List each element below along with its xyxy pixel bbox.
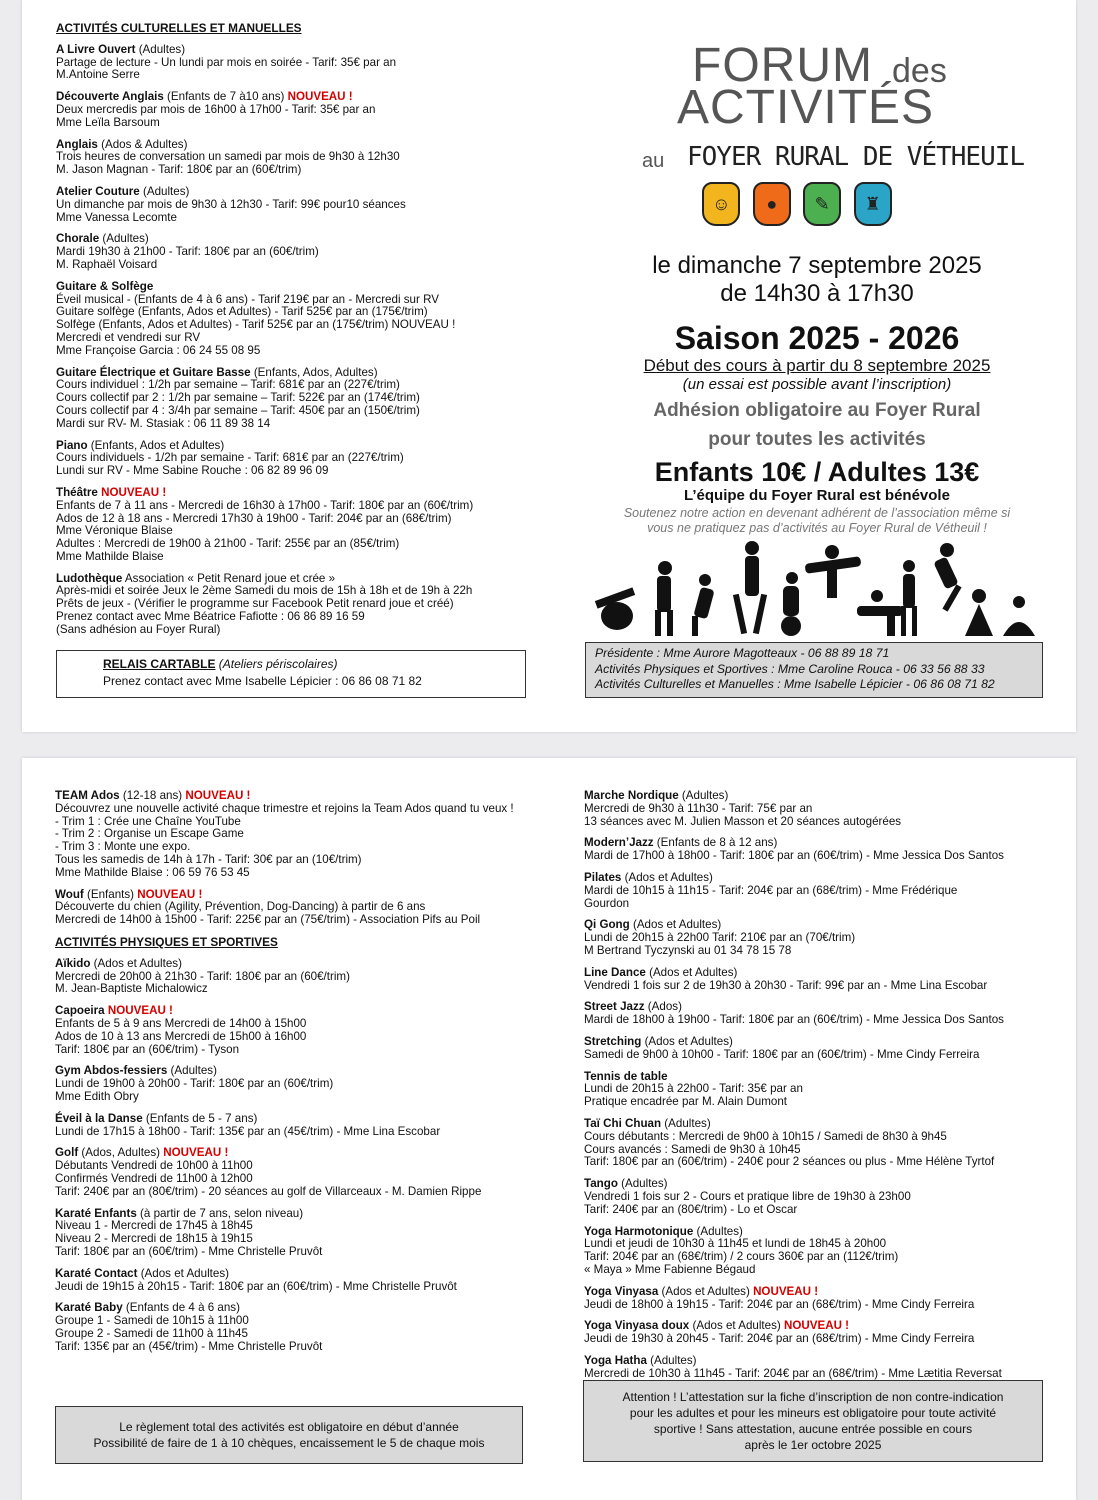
activity-heading: [55, 1268, 555, 1281]
activity-detail-line: Tarif: 204€ par an (68€/trim) / 2 cours 360€ par an (112€/trim): [584, 1250, 899, 1264]
activity-title: Line Dance: [584, 965, 646, 979]
activity-detail-line: Tarif: 180€ par an (60€/trim) - Mme Christelle Pruvôt: [55, 1244, 323, 1258]
activity-title: Gym Abdos-fessiers: [55, 1064, 168, 1078]
activity-audience: (Enfants, Ados, Adultes): [250, 365, 378, 379]
activity-title: Chorale: [56, 232, 100, 246]
activity-title: Éveil à la Danse: [55, 1111, 143, 1125]
contact-sport: Activités Physiques et Sportives : Mme Caroline Rouca - 06 33 56 88 33: [595, 661, 985, 676]
activity-title: Guitare Électrique et Guitare Basse: [56, 365, 251, 379]
activity-audience: (Adultes): [693, 1224, 743, 1238]
activity-detail-line: Jeudi de 19h15 à 20h15 - Tarif: 180€ par an (60€/trim) - Mme Christelle Pruvôt: [55, 1279, 457, 1293]
activity-detail-line: Lundi de 20h15 à 22h00 Tarif: 210€ par an (70€/trim): [584, 931, 856, 945]
activity-title: Karaté Enfants: [55, 1206, 137, 1220]
activity-heading: [56, 44, 526, 57]
activity-block: [584, 967, 1059, 993]
new-badge: NOUVEAU !: [287, 90, 353, 104]
forum-word: FORUM: [692, 39, 873, 92]
essai-note: (un essai est possible avant l’inscription): [682, 376, 952, 393]
activity-audience: (Ados, Adultes): [78, 1146, 164, 1160]
activity-detail-line: 13 séances avec M. Julien Masson et 20 séances autogérées: [584, 814, 902, 828]
activity-detail-line: Après-midi et soirée Jeux le 2ème Samedi du mois de 15h à 18h et de 19h à 22h: [56, 584, 473, 598]
activity-detail-line: Prenez contact avec Mme Béatrice Fafiotte : 06 86 89 16 59: [56, 610, 365, 624]
activity-title: Atelier Couture: [56, 184, 140, 198]
activity-block: [56, 367, 526, 431]
activity-detail-line: Découvrez une nouvelle activité chaque trimestre et rejoins la Team Ados quand tu veux !: [55, 801, 514, 815]
activity-audience: (Adultes): [661, 1116, 711, 1130]
relais-contact: Prenez contact avec Mme Isabelle Lépicier : 06 86 08 71 82: [103, 674, 422, 688]
activity-title: Wouf: [55, 887, 84, 901]
foyer-name: FOYER RURAL DE VÉTHEUIL: [687, 142, 1025, 172]
activity-title: Découverte Anglais: [56, 90, 164, 104]
activity-detail-line: Découverte du chien (Agility, Prévention, Dog-Dancing) à partir de 6 ans: [55, 900, 426, 914]
activity-detail-line: Prêts de jeux - (Vérifier le programme sur Facebook Petit renard joue et créé): [56, 597, 454, 611]
activity-list: [55, 958, 555, 1354]
des-word: des: [892, 52, 947, 90]
page2-right-column: [584, 790, 1059, 1389]
activity-detail-line: Tarif: 180€ par an (60€/trim) - Tyson: [55, 1042, 240, 1056]
activity-detail-line: Mercredi de 9h30 à 11h30 - Tarif: 75€ par an: [584, 801, 813, 815]
activity-detail-line: Mercredi et vendredi sur RV: [56, 330, 201, 344]
activity-audience: (Ados et Adultes): [621, 870, 713, 884]
activity-detail-line: Cours individuel : 1/2h par semaine – Tarif: 681€ par an (227€/trim): [56, 378, 400, 392]
activity-audience: (Enfants de 7 à10 ans): [163, 90, 288, 104]
foyer-line: [582, 138, 1052, 178]
ping-pong-icon: ●: [753, 182, 791, 226]
activity-title: Taï Chi Chuan: [584, 1116, 662, 1130]
activity-heading: [55, 790, 555, 803]
activity-title: Ludothèque: [56, 571, 123, 585]
activity-detail-line: Tarif: 240€ par an (80€/trim) - 20 séances au golf de Villarceaux - M. Damien Rippe: [55, 1184, 482, 1198]
activity-title: Capoeira: [55, 1004, 105, 1018]
activity-list: [55, 790, 555, 927]
activity-audience: (Enfants): [83, 887, 138, 901]
flyer-page-1: [22, 0, 1076, 732]
activity-detail-line: Niveau 1 - Mercredi de 17h45 à 18h45: [55, 1219, 253, 1233]
activity-detail-line: Mardi de 10h15 à 11h15 - Tarif: 204€ par an (68€/trim) - Mme Frédérique: [584, 883, 958, 897]
activity-heading: [584, 1178, 1059, 1191]
activity-audience: (Ados et Adultes): [689, 1319, 784, 1333]
activity-block: [584, 1178, 1059, 1216]
activity-heading: [584, 967, 1059, 980]
activity-detail-line: Deux mercredis par mois de 16h00 à 17h00 - Tarif: 35€ par an: [56, 102, 376, 116]
activity-detail-line: Mardi de 18h00 à 19h00 - Tarif: 180€ par an (60€/trim) - Mme Jessica Dos Santos: [584, 1013, 1004, 1027]
activity-audience: (Ados et Adultes): [137, 1266, 229, 1280]
relais-tail: (Ateliers périscolaires): [215, 657, 338, 671]
contact-presidente: Présidente : Mme Aurore Magotteaux - 06 88 89 18 71: [595, 646, 890, 660]
activity-detail-line: Enfants de 5 à 9 ans Mercredi de 14h00 à 15h00: [55, 1016, 307, 1030]
activity-detail-line: Pratique encadrée par M. Alain Dumont: [584, 1095, 788, 1109]
activity-detail-line: Tarif: 180€ par an (60€/trim) - 240€ pour 2 séances ou plus - Mme Hélène Tyrtof: [584, 1155, 995, 1169]
activity-detail-line: Mme Vanessa Lecomte: [56, 210, 177, 224]
activity-block: [584, 1320, 1059, 1346]
soutenez-line-2: vous ne pratiquez pas d’activités au Foyer Rural de Vétheuil !: [647, 521, 987, 535]
activity-block: [55, 1065, 555, 1103]
activity-audience: (Ados et Adultes): [629, 918, 722, 932]
activity-title: Tennis de table: [584, 1069, 668, 1083]
activity-block: [55, 1113, 555, 1139]
activity-detail-line: Ados de 12 à 18 ans - Mercredi 17h30 à 19h00 - Tarif: 204€ par an (68€/trim): [56, 511, 452, 525]
activity-title: Stretching: [584, 1034, 642, 1048]
activity-detail-line: Lundi de 19h00 à 20h00 - Tarif: 180€ par an (60€/trim): [55, 1077, 334, 1091]
activity-title: TEAM Ados: [55, 789, 120, 802]
activity-detail-line: Cours collectif par 4 : 3/4h par semaine – Tarif: 450€ par an (150€/trim): [56, 403, 420, 417]
activity-detail-line: Mercredi de 14h00 à 15h00 - Tarif: 225€ par an (75€/trim) - Association Pifs au Poil: [55, 913, 481, 927]
activity-detail-line: Lundi et jeudi de 10h30 à 11h45 et lundi de 18h45 à 20h00: [584, 1237, 887, 1251]
soutenez-line-1: Soutenez notre action en devenant adhérent de l’association même si: [623, 506, 1011, 520]
activity-detail-line: Partage de lecture - Un lundi par mois en soirée - Tarif: 35€ par an: [56, 55, 397, 69]
activity-detail-line: Mme Véronique Blaise: [56, 524, 173, 538]
activity-block: [584, 1118, 1059, 1169]
activity-detail-line: Trois heures de conversation un samedi par mois de 9h30 à 12h30: [56, 150, 400, 164]
activity-detail-line: Lundi sur RV - Mme Sabine Rouche : 06 82 89 96 09: [56, 464, 329, 478]
activity-audience: (Adultes): [139, 184, 190, 198]
activity-title: Yoga Vinyasa: [584, 1284, 659, 1298]
activity-audience: (Enfants de 4 à 6 ans): [122, 1301, 240, 1315]
activity-detail-line: Tarif: 240€ par an (80€/trim) - Lo et Oscar: [584, 1202, 798, 1216]
adhesion-line-1: Adhésion obligatoire au Foyer Rural: [653, 400, 981, 421]
activity-audience: (Enfants de 8 à 12 ans): [653, 836, 778, 850]
activity-title: Guitare & Solfège: [56, 279, 154, 293]
activity-heading: [584, 1036, 1059, 1049]
reglement-line-1: Le règlement total des activités est obligatoire en début d’année: [119, 1420, 459, 1434]
activity-title: Karaté Contact: [55, 1266, 138, 1280]
activity-detail-line: Mercredi de 10h30 à 11h45 - Tarif: 204€ par an (68€/trim) - Mme Lætitia Reversat: [584, 1366, 1002, 1380]
theatre-masks-icon: ☺: [702, 182, 740, 226]
activity-detail-line: Niveau 2 - Mercredi de 18h15 à 19h15: [55, 1232, 253, 1246]
activity-block: [584, 790, 1059, 828]
activity-detail-line: Mme Edith Obry: [55, 1089, 139, 1103]
new-badge: NOUVEAU !: [137, 887, 203, 901]
activity-title: A Livre Ouvert: [56, 42, 136, 56]
activity-detail-line: Gourdon: [584, 896, 630, 910]
activity-block: [55, 790, 555, 880]
event-date: le dimanche 7 septembre 2025: [652, 252, 982, 279]
new-badge: NOUVEAU !: [101, 485, 167, 499]
activity-title: Modern’Jazz: [584, 836, 654, 850]
forum-title: [582, 38, 1052, 138]
activity-heading: [56, 186, 526, 199]
activity-detail-line: M Bertrand Tyczynski au 01 34 78 15 78: [584, 943, 792, 957]
attention-box: [583, 1380, 1043, 1462]
activity-block: [55, 1268, 555, 1294]
activity-detail-line: Solfège (Enfants, Ados et Adultes) - Tarif 525€ par an (175€/trim) NOUVEAU !: [56, 318, 456, 332]
activity-block: [56, 440, 526, 478]
event-info: [582, 252, 1052, 536]
games-icon: ♜: [854, 182, 892, 226]
relais-title: RELAIS CARTABLE: [103, 657, 216, 671]
activity-title: Tango: [584, 1177, 618, 1191]
reglement-line-2: Possibilité de faire de 1 à 10 chèques, encaissement le 5 de chaque mois: [93, 1436, 485, 1450]
activity-audience: (Adultes): [135, 42, 186, 56]
activity-block: [55, 958, 555, 996]
activity-detail-line: Lundi de 17h15 à 18h00 - Tarif: 135€ par an (45€/trim) - Mme Lina Escobar: [55, 1124, 441, 1138]
activity-block: [56, 281, 526, 358]
activity-block: [55, 889, 555, 927]
activity-detail-line: Un dimanche par mois de 9h30 à 12h30 - Tarif: 99€ pour10 séances: [56, 197, 406, 211]
activity-detail-line: Enfants de 7 à 11 ans - Mercredi de 16h30 à 17h00 - Tarif: 180€ par an (60€/trim): [56, 498, 474, 512]
activity-detail-line: Tarif: 135€ par an (45€/trim) - Mme Christelle Pruvôt: [55, 1339, 323, 1353]
activity-block: [584, 1226, 1059, 1277]
activity-detail-line: Cours débutants : Mercredi de 9h00 à 10h15 / Samedi de 8h30 à 9h45: [584, 1129, 947, 1143]
activity-block: [55, 1005, 555, 1056]
activity-detail-line: « Maya » Mme Fabienne Bégaud: [584, 1262, 756, 1276]
activity-detail-line: Vendredi 1 fois sur 2 - Cours et pratique libre de 19h30 à 23h00: [584, 1189, 911, 1203]
activity-detail-line: Mme Leïla Barsoum: [56, 115, 160, 129]
activity-detail-line: - Trim 1 : Crée une Chaîne YouTube: [55, 814, 241, 828]
activity-detail-line: Guitare solfège (Enfants, Ados et Adultes) - Tarif 525€ par an (175€/trim): [56, 305, 428, 319]
activity-heading: [55, 958, 555, 971]
painting-icon: ✎: [803, 182, 841, 226]
activity-block: [584, 1036, 1059, 1062]
activity-detail-line: Mardi 19h30 à 21h00 - Tarif: 180€ par an (60€/trim): [56, 245, 319, 259]
activity-block: [55, 1147, 555, 1198]
activity-block: [584, 919, 1059, 957]
activity-audience: (Adultes): [646, 1353, 697, 1367]
activity-list: [584, 790, 1059, 1380]
activity-title: Qi Gong: [584, 918, 630, 932]
activity-audience: (Ados): [644, 1000, 682, 1014]
activity-audience: (Ados & Adultes): [97, 137, 188, 151]
attention-line-3: sportive ! Sans attestation, aucune entrée possible en cours: [653, 1422, 973, 1436]
activity-detail-line: Groupe 1 - Samedi de 10h15 à 11h00: [55, 1314, 249, 1328]
activity-audience: (Enfants de 5 - 7 ans): [142, 1111, 258, 1125]
activity-heading: [55, 1113, 555, 1126]
event-hours: de 14h30 à 17h30: [720, 280, 914, 307]
cultural-activities-column: [56, 22, 526, 646]
activity-detail-line: Mardi de 17h00 à 18h00 - Tarif: 180€ par an (60€/trim) - Mme Jessica Dos Santos: [584, 849, 1004, 863]
sports-silhouettes-illustration: [587, 538, 1037, 638]
activity-title: Karaté Baby: [55, 1301, 123, 1315]
activity-detail-line: (Sans adhésion au Foyer Rural): [56, 622, 221, 636]
activity-detail-line: Jeudi de 19h30 à 20h45 - Tarif: 204€ par an (68€/trim) - Mme Cindy Ferreira: [584, 1332, 975, 1346]
activity-block: [56, 91, 526, 129]
activity-block: [55, 1208, 555, 1259]
activity-audience: (Adultes): [99, 232, 149, 246]
activity-block: [56, 487, 526, 564]
new-badge: NOUVEAU !: [783, 1319, 850, 1333]
adhesion-price: Enfants 10€ / Adultes 13€: [654, 457, 980, 487]
activity-detail-line: - Trim 3 : Monte une expo.: [55, 840, 191, 854]
activity-title: Yoga Harmotonique: [584, 1224, 694, 1238]
flyer-page-2: [22, 758, 1076, 1500]
page2-left-column: [55, 790, 555, 1362]
activity-title: Golf: [55, 1146, 79, 1160]
relais-cartable-box: [56, 650, 526, 698]
attention-line-2: pour les adultes et pour les mineurs est obligatoire pour toute activité: [629, 1406, 997, 1420]
activity-heading: [56, 281, 526, 294]
activity-detail-line: Tous les samedis de 14h à 17h - Tarif: 30€ par an (10€/trim): [55, 852, 362, 866]
activity-block: [56, 233, 526, 271]
activity-audience: Association « Petit Renard joue et crée »: [122, 571, 336, 585]
activity-detail-line: Vendredi 1 fois sur 2 de 19h30 à 20h30 - Tarif: 99€ par an - Mme Lina Escobar: [584, 978, 988, 992]
activity-detail-line: Cours avancés : Samedi de 9h30 à 10h45: [584, 1142, 801, 1156]
saison-title: Saison 2025 - 2026: [674, 320, 960, 356]
activity-title: Aïkido: [55, 956, 91, 970]
activity-detail-line: Adultes : Mercredi de 19h00 à 21h00 - Tarif: 255€ par an (85€/trim): [56, 537, 400, 551]
activity-heading: [584, 872, 1059, 885]
activity-heading: [584, 1355, 1059, 1368]
activity-title: Anglais: [56, 137, 98, 151]
activity-block: [584, 1001, 1059, 1027]
activity-audience: (12-18 ans): [119, 789, 186, 802]
activity-detail-line: - Trim 2 : Organise un Escape Game: [55, 827, 244, 841]
activity-audience: (Ados et Adultes): [90, 956, 182, 970]
activity-block: [55, 1302, 555, 1353]
activity-detail-line: Mme Mathilde Blaise: [56, 549, 164, 563]
activity-heading: [584, 1286, 1059, 1299]
activity-detail-line: Cours collectif par 2 : 1/2h par semaine – Tarif: 522€ par an (174€/trim): [56, 391, 420, 405]
activity-detail-line: Éveil musical - (Enfants de 4 à 6 ans) - Tarif 219€ par an - Mercredi sur RV: [56, 292, 439, 306]
activity-audience: (Ados et Adultes): [641, 1034, 733, 1048]
activity-title: Street Jazz: [584, 1000, 645, 1014]
activity-block: [584, 837, 1059, 863]
section-title-cultural: ACTIVITÉS CULTURELLES ET MANUELLES: [56, 21, 302, 35]
activity-detail-line: Ados de 10 à 13 ans Mercredi de 15h00 à 16h00: [55, 1029, 307, 1043]
activity-block: [56, 186, 526, 224]
activity-audience: (Adultes): [167, 1064, 217, 1078]
activity-audience: (Ados et Adultes): [658, 1284, 754, 1298]
activity-detail-line: Mardi sur RV- M. Stasiak : 06 11 89 38 14: [56, 416, 271, 430]
new-badge: NOUVEAU !: [163, 1146, 229, 1160]
activity-detail-line: M. Jean-Baptiste Michalowicz: [55, 982, 208, 996]
activity-heading: [56, 487, 526, 500]
activity-detail-line: M. Jason Magnan - Tarif: 180€ par an (60€/trim): [56, 163, 302, 177]
activity-block: [56, 139, 526, 177]
activity-detail-line: Confirmés Vendredi de 11h00 à 12h00: [55, 1171, 253, 1185]
activity-audience: (Adultes): [678, 789, 729, 802]
activity-title: Théâtre: [56, 485, 98, 499]
activity-list: [56, 44, 526, 637]
activity-icons: [542, 182, 1052, 231]
activity-detail-line: Samedi de 9h00 à 10h00 - Tarif: 180€ par an (60€/trim) - Mme Cindy Ferreira: [584, 1047, 980, 1061]
activity-detail-line: Lundi de 20h15 à 22h00 - Tarif: 35€ par an: [584, 1082, 803, 1096]
activity-block: [584, 872, 1059, 910]
new-badge: NOUVEAU !: [185, 789, 251, 802]
activity-detail-line: Débutants Vendredi de 10h00 à 11h00: [55, 1159, 253, 1173]
activity-detail-line: Groupe 2 - Samedi de 11h00 à 11h45: [55, 1326, 248, 1340]
activity-title: Yoga Hatha: [584, 1353, 647, 1367]
activity-title: Pilates: [584, 870, 622, 884]
activity-detail-line: Jeudi de 18h00 à 19h15 - Tarif: 204€ par an (68€/trim) - Mme Cindy Ferreira: [584, 1297, 975, 1311]
activity-detail-line: Mercredi de 20h00 à 21h30 - Tarif: 180€ par an (60€/trim): [55, 969, 350, 983]
au-word: au: [642, 150, 665, 172]
benevole-note: L’équipe du Foyer Rural est bénévole: [684, 487, 950, 504]
activity-block: [584, 1071, 1059, 1109]
attention-line-1: Attention ! L’attestation sur la fiche d’inscription de non contre-indication: [622, 1390, 1004, 1404]
activity-detail-line: Mme Mathilde Blaise : 06 59 76 53 45: [55, 865, 250, 879]
activity-block: [56, 44, 526, 82]
activity-title: Piano: [56, 438, 88, 452]
new-badge: NOUVEAU !: [753, 1284, 819, 1298]
debut-cours: Début des cours à partir du 8 septembre 2025: [643, 356, 991, 375]
activity-block: [56, 573, 526, 637]
activity-block: [584, 1355, 1059, 1381]
activity-heading: [584, 790, 1059, 803]
forum-header: [582, 38, 1052, 231]
contacts-box: [585, 642, 1043, 698]
activity-detail-line: Mme Françoise Garcia : 06 24 55 08 95: [56, 343, 261, 357]
activity-title: Marche Nordique: [584, 789, 679, 802]
activity-audience: (Enfants, Ados et Adultes): [87, 438, 225, 452]
attention-line-4: après le 1er octobre 2025: [744, 1438, 882, 1452]
adhesion-line-2: pour toutes les activités: [708, 429, 926, 450]
reglement-box: [55, 1406, 523, 1464]
contact-culture: Activités Culturelles et Manuelles : Mme Isabelle Lépicier - 06 86 08 71 82: [595, 677, 995, 691]
section-title-sport: ACTIVITÉS PHYSIQUES ET SPORTIVES: [55, 934, 278, 949]
activity-detail-line: M.Antoine Serre: [56, 68, 140, 82]
activity-detail-line: M. Raphaël Voisard: [56, 257, 158, 271]
activity-detail-line: Cours individuels - 1/2h par semaine - Tarif: 681€ par an (227€/trim): [56, 451, 404, 465]
activity-title: Yoga Vinyasa doux: [584, 1319, 690, 1333]
activity-audience: (Ados et Adultes): [645, 965, 738, 979]
activity-block: [584, 1286, 1059, 1312]
activity-heading: [584, 1118, 1059, 1131]
activity-audience: (Adultes): [617, 1177, 668, 1191]
activity-audience: (à partir de 7 ans, selon niveau): [136, 1206, 304, 1220]
activites-word: ACTIVITÉS: [677, 81, 935, 134]
new-badge: NOUVEAU !: [107, 1004, 173, 1018]
